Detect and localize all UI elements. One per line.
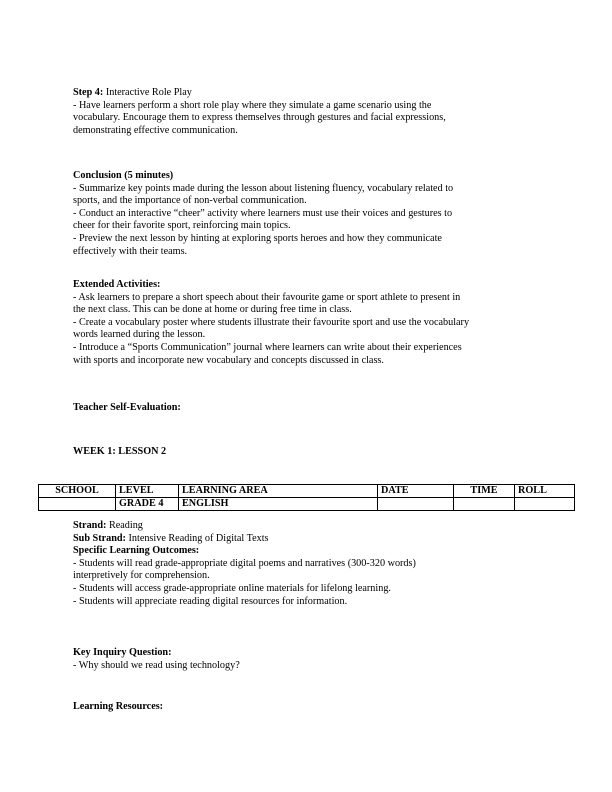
- table-cell-date: [378, 498, 454, 511]
- conclusion-text: sports, and the importance of non-verbal communication.: [73, 195, 307, 207]
- sub-strand-line: [73, 533, 553, 546]
- strand-line: [73, 520, 553, 533]
- table-cell-learning-area: ENGLISH: [179, 498, 378, 511]
- conclusion-text: - Conduct an interactive “cheer” activity where learners must use their voices and gestures to: [73, 207, 453, 219]
- step-4-title: Interactive Role Play: [103, 87, 192, 98]
- extended-activities-text: - Introduce a “Sports Communication” journal where learners can write about their experiences: [73, 341, 462, 353]
- learning-outcomes-text: - Students will appreciate reading digital resources for information.: [73, 595, 348, 607]
- table-header-date: DATE: [378, 485, 454, 498]
- step-4-heading: Step 4:: [73, 87, 104, 98]
- key-inquiry-heading: Key Inquiry Question:: [73, 647, 172, 658]
- week-lesson-heading: WEEK 1: LESSON 2: [73, 446, 167, 457]
- week-lesson-section: [73, 446, 553, 459]
- extended-activities-text: the next class. This can be done at home or during free time in class.: [73, 304, 352, 316]
- extended-activities-heading: Extended Activities:: [73, 279, 161, 290]
- extended-activities-text: with sports and incorporate new vocabulary and concepts discussed in class.: [73, 354, 384, 366]
- table-row: [39, 498, 575, 511]
- sub-strand-value: Intensive Reading of Digital Texts: [125, 532, 269, 544]
- teacher-self-evaluation-heading: Teacher Self-Evaluation:: [73, 402, 181, 413]
- extended-activities-section: [73, 279, 553, 367]
- conclusion-text: - Summarize key points made during the lesson about listening fluency, vocabulary related to: [73, 182, 454, 194]
- conclusion-text: cheer for their favorite sport, reinforcing main topics.: [73, 220, 291, 232]
- table-cell-level: GRADE 4: [116, 498, 179, 511]
- table-header-school: SCHOOL: [39, 485, 116, 498]
- table-cell-time: [454, 498, 515, 511]
- learning-outcomes-text: - Students will access grade-appropriate online materials for lifelong learning.: [73, 582, 391, 594]
- table-header-time: TIME: [454, 485, 515, 498]
- learning-outcomes-text: interpretively for comprehension.: [73, 570, 210, 582]
- table-header-learning-area: LEARNING AREA: [179, 485, 378, 498]
- conclusion-heading: Conclusion (5 minutes): [73, 170, 174, 181]
- learning-outcomes-text: - Students will read grade-appropriate digital poems and narratives (300-320 words): [73, 557, 416, 569]
- step-4-text: demonstrating effective communication.: [73, 124, 238, 136]
- table-header-row: [39, 485, 575, 498]
- extended-activities-text: - Create a vocabulary poster where students illustrate their favourite sport and use the vocabulary: [73, 316, 470, 328]
- learning-resources-heading: Learning Resources:: [73, 701, 164, 712]
- sub-strand-label: Sub Strand:: [73, 532, 126, 544]
- table-header-roll: ROLL: [515, 485, 575, 498]
- step-4-title-line: [73, 87, 553, 100]
- lesson-details-table: [38, 484, 575, 511]
- teacher-self-evaluation-section: [73, 402, 553, 415]
- step-4-text: vocabulary. Encourage them to express themselves through gestures and facial expressions,: [73, 112, 446, 124]
- key-inquiry-text: - Why should we read using technology?: [73, 659, 240, 671]
- lesson-info-section: [73, 520, 553, 608]
- conclusion-section: [73, 170, 553, 258]
- step-4-text: - Have learners perform a short role play where they simulate a game scenario using the: [73, 99, 432, 111]
- learning-resources-section: [73, 701, 553, 714]
- table-header-level: LEVEL: [116, 485, 179, 498]
- extended-activities-text: - Ask learners to prepare a short speech about their favourite game or sport athlete to present in: [73, 291, 461, 303]
- table-cell-roll: [515, 498, 575, 511]
- conclusion-text: effectively with their teams.: [73, 245, 188, 257]
- extended-activities-text: words learned during the lesson.: [73, 329, 206, 341]
- table-cell-school: [39, 498, 116, 511]
- strand-value: Reading: [106, 520, 143, 531]
- conclusion-text: - Preview the next lesson by hinting at exploring sports heroes and how they communicate: [73, 232, 442, 244]
- step-4-section: [73, 87, 553, 137]
- strand-label: Strand:: [73, 520, 107, 531]
- learning-outcomes-heading: Specific Learning Outcomes:: [73, 545, 200, 557]
- key-inquiry-section: [73, 647, 553, 672]
